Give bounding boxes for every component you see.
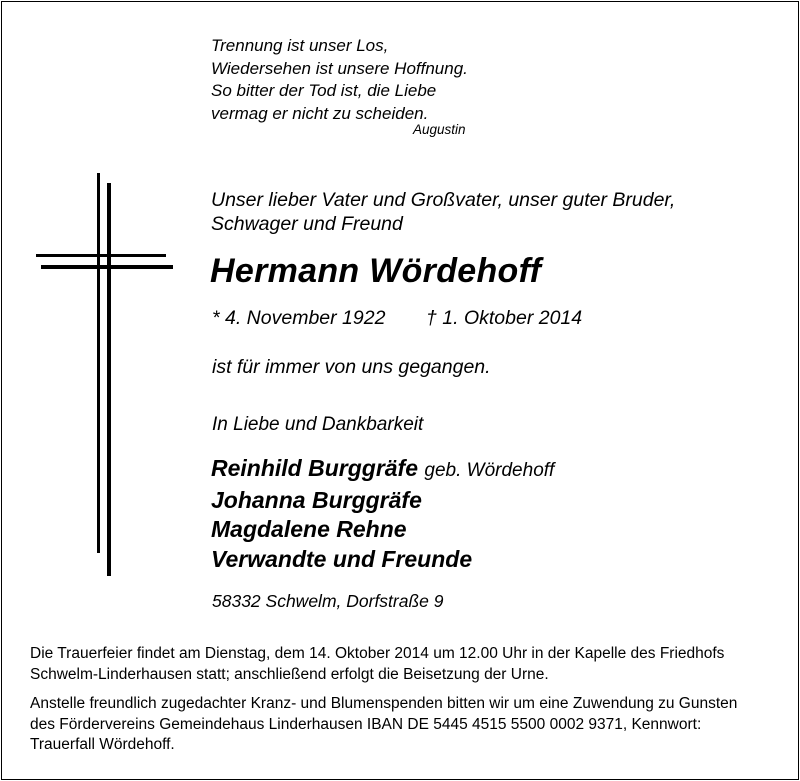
intro-text	[211, 188, 675, 236]
funeral-notice	[30, 644, 724, 685]
cross-vertical-beam-left	[97, 173, 100, 553]
poem-line: vermag er nicht zu scheiden.	[211, 103, 429, 123]
funeral-notice-line: Die Trauerfeier findet am Dienstag, dem 14. Oktober 2014 um 12.00 Uhr in der Kapelle des Friedhofs	[30, 645, 725, 662]
cross-vertical-beam-right	[107, 183, 111, 576]
mourners-list	[211, 454, 554, 574]
donation-notice-line: des Fördervereins Gemeindehaus Linderhausen IBAN DE 5445 4515 5500 0002 9371, Kennwort:	[30, 715, 702, 733]
cross-horizontal-beam-top	[36, 254, 166, 257]
birth-date: * 4. November 1922	[212, 307, 386, 329]
cross-horizontal-beam-bottom	[41, 265, 173, 269]
poem	[211, 35, 468, 125]
poem-line: Trennung ist unser Los,	[211, 36, 389, 55]
mourner-item	[211, 486, 554, 516]
mourner-item	[211, 515, 554, 545]
donation-notice-line: Anstelle freundlich zugedachter Kranz- und Blumenspenden bitten wir um eine Zuwendung zu Gunsten	[30, 695, 738, 712]
family-address: 58332 Schwelm, Dorfstraße 9	[212, 591, 444, 611]
intro-line: Schwager und Freund	[211, 213, 403, 235]
mourner-name: Reinhild Burggräfe	[211, 455, 419, 481]
mourner-item	[211, 545, 554, 575]
death-date: † 1. Oktober 2014	[426, 307, 583, 329]
gone-text: ist für immer von uns gegangen.	[212, 356, 491, 378]
mourner-name: Verwandte und Freunde	[211, 545, 473, 572]
dedication: In Liebe und Dankbarkeit	[212, 414, 424, 435]
mourner-name: Johanna Burggräfe	[211, 486, 422, 513]
deceased-name: Hermann Wördehoff	[210, 252, 542, 290]
funeral-notice-line: Schwelm-Linderhausen statt; anschließend erfolgt die Beisetzung der Urne.	[30, 665, 549, 683]
mourner-name: Magdalene Rehne	[211, 516, 407, 542]
donation-notice-line: Trauerfall Wördehoff.	[30, 736, 175, 753]
mourner-note: geb. Wördehoff	[424, 460, 555, 481]
poem-line: So bitter der Tod ist, die Liebe	[211, 81, 437, 100]
poem-author: Augustin	[413, 122, 466, 137]
intro-line: Unser lieber Vater und Großvater, unser guter Bruder,	[211, 189, 676, 211]
poem-line: Wiedersehen ist unsere Hoffnung.	[211, 58, 468, 78]
donation-notice	[30, 694, 737, 756]
mourner-item	[211, 454, 554, 486]
